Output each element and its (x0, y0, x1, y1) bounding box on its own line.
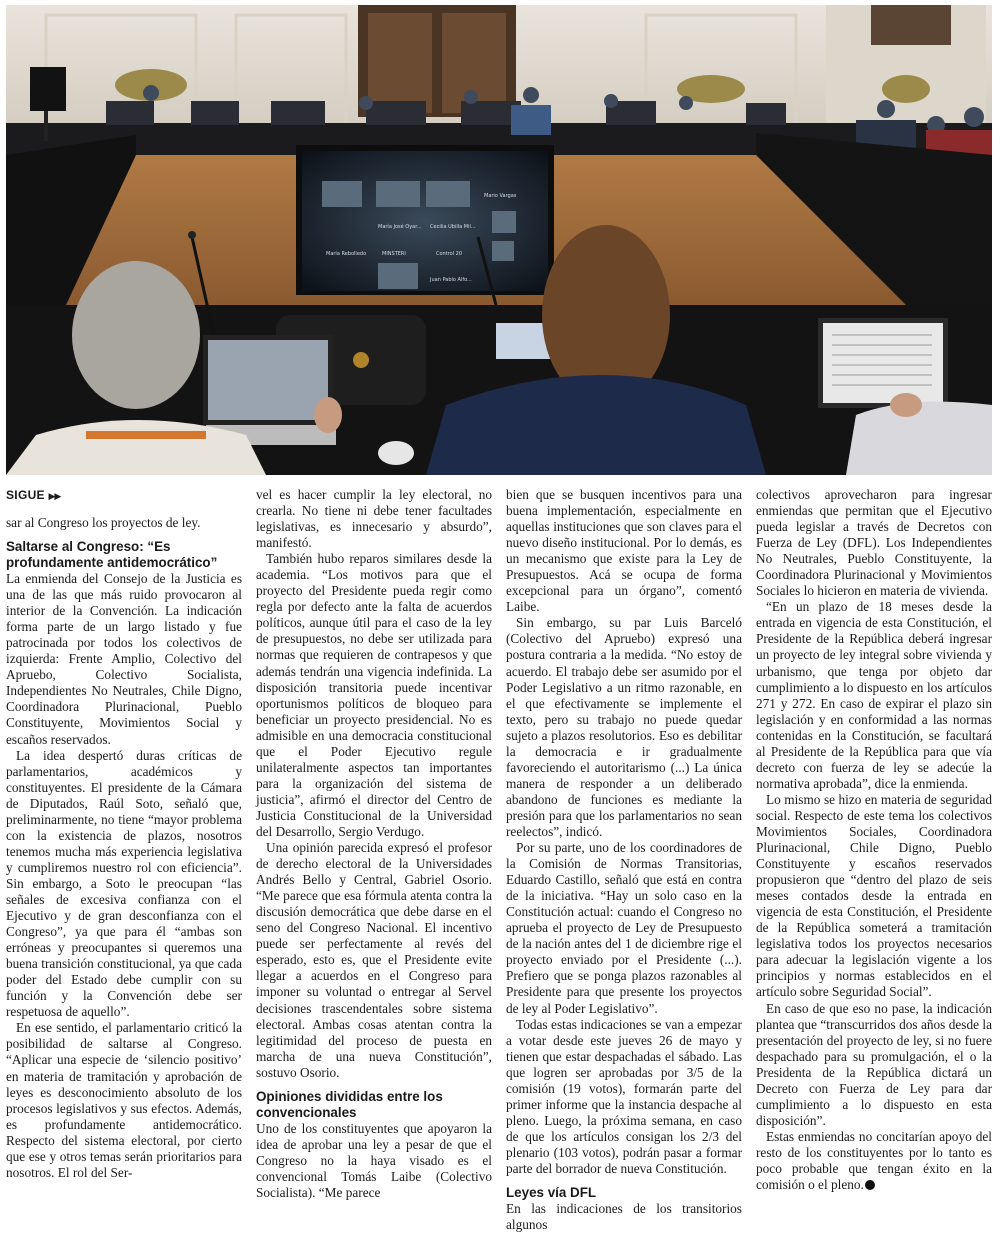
paragraph: “En un plazo de 18 meses desde la entrada en vigencia de esta Constitución, el Presidente de la República deberá ingresar un proyecto de ley integral sobre vivienda y urbanismo, que tenga por objeto dar cumplimiento a lo dispuesto en los artículos 271 y 272. En caso de expirar el plazo sin legislación y en conformidad a las normas contenidas en la Constitución, se facultará al Presidente de la República para que vía decreto con fuerza de ley se adecúe la normativa aprobada”, dice la enmienda. (756, 599, 992, 791)
screen-name: María Rebolledo (326, 251, 367, 257)
screen-name: María José Oyar... (378, 224, 422, 230)
paragraph: La idea despertó duras críticas de parlamentarios, académicos y constituyentes. El presidente de la Cámara de Diputados, Raúl Soto, señaló que, preliminarmente, no tiene “mayor problema con la existencia de plazos, nosotros tenemos mucha más experiencia legislativa y cumpliremos nuestro rol con eficiencia”. Sin embargo, a Soto le preocupan “las señales de excesiva confianza con el Ejecutivo y de gran desconfianza con el Congreso”, ya que para él “ambas son erróneas y preocupantes si queremos una buena transición constitucional, ya que cada poder del Estado debe cumplir con su función y la Convención debe ser respetuosa de aquello”. (6, 747, 242, 1020)
paragraph (756, 1129, 992, 1193)
section-heading: Saltarse al Congreso: “Es profundamente antidemocrático” (6, 539, 218, 571)
paragraph-text: Estas enmiendas no concitarían apoyo del resto de los constituyentes por lo tanto es poco probable que tengan éxito en la comisión o el pleno. (756, 1128, 992, 1193)
paragraph: También hubo reparos similares desde la academia. “Los motivos para que el proyecto del Presidente pueda regir como regla por defecto ante la falta de acuerdos políticos, aunque útil para el caso de la ley de presupuestos, no debe ser utilizada para normas que requieren de contrapesos y que además tendrán una vigencia indefinida. La disposición transitoria puede incentivar oportunismos políticos de bloqueo para beneficiar un proyecto presidencial. No es admisible en una democracia constitucional que el Poder Ejecutivo regule unilateralmente aspectos tan importantes para la organización del sistema de justicia”, afirmó el director del Centro de Justicia Constitucional de la Universidad del Desarrollo, Sergio Verdugo. (256, 551, 492, 839)
paragraph: En ese sentido, el parlamentario criticó la posibilidad de saltarse al Congreso. “Aplicar una especie de ‘silencio positivo’ en materia de tramitación y aprobación de leyes es desconocimiento absoluto de los procesos legislativos y sus efectos. Además, es profundamente antidemocrático. Respecto del sistema electoral, por cierto que ese y otros temas serán prioritarios para nosotros. El rol del Ser- (6, 1020, 242, 1180)
column-4 (756, 487, 992, 1193)
screen-name: Cecilia Ubilla Mil... (430, 224, 476, 230)
meeting-room-photo (6, 5, 992, 475)
paragraph: En caso de que eso no pase, la indicación plantea que “transcurridos dos años desde la presentación del proyecto de ley, si no fuere despachado para su promulgación, el o la Presidenta de la República dictará un Decreto con Fuerza de Ley para dar cumplimiento a lo dispuesto en esta disposición”. (756, 1000, 992, 1128)
section-heading: Leyes vía DFL (506, 1185, 597, 1201)
paragraph: Por su parte, uno de los coordinadores de la Comisión de Normas Transitorias, Eduardo Castillo, señaló que está en contra de la iniciativa. “Hay un solo caso en la Constitución actual: cuando el Congreso no aprueba el proyecto de Ley de Presupuesto de la nación antes del 1 de diciembre rige el proyecto enviado por el Presidente (...). Prefiero que se ponga plazos razonables al Presidente para que presente los proyectos de ley al Poder Legislativo”. (506, 840, 742, 1016)
screen-name: Juan Pablo Alfo... (430, 277, 472, 283)
paragraph: Sin embargo, su par Luis Barceló (Colectivo del Apruebo) expresó una postura contraria a la medida. “No estoy de acuerdo. El trabajo debe ser asumido por el Poder Legislativo a un ritmo razonable, en el que efectivamente se implemente el texto, pero su trabajo no puede quedar sujeto a plazos resolutorios. Eso es debilitar la democracia e ir gradualmente favoreciendo el autoritarismo (...) La única manera de responder a un deliberado abandono de funciones es mediante la presión para que los parlamentarios no sean reelectos”, indicó. (506, 615, 742, 839)
double-arrow-icon: ▶▶ (48, 491, 61, 501)
continued-label: SIGUE (6, 488, 45, 502)
paragraph: colectivos aprovecharon para ingresar enmiendas que permitan que el Ejecutivo pueda legislar a través de Decretos con Fuerza de Ley (DFL). Los Independientes No Neutrales, Pueblo Constituyente, la Coordinadora Plurinacional y Movimientos Sociales lo hicieron en materia de vivienda. (756, 487, 992, 599)
paragraph: sar al Congreso los proyectos de ley. (6, 515, 201, 530)
screen-name: MINSTERI (382, 251, 406, 257)
article-body (6, 487, 994, 1233)
column-1 (6, 487, 242, 1180)
paragraph: vel es hacer cumplir la ley electoral, no crearla. No tiene ni debe tener facultades legislativas, es innecesario y absurdo”, manifestó. (256, 487, 492, 551)
paragraph: Todas estas indicaciones se van a empezar a votar desde este jueves 26 de mayo y tienen que estar despachadas el sábado. Las que logren ser aprobadas por 3/5 de la comisión (19 votos), formarán parte del primer informe que la instancia despache al pleno. Luego, la próxima semana, en caso de que los artículos consigan los 2/3 del plenario (103 votos), podrán pasar a formar parte del borrador de nueva Constitución. (506, 1016, 742, 1176)
section-heading: Opiniones divididas entre los convencionales (256, 1088, 443, 1120)
article-photo (6, 5, 992, 475)
screen-name: Control 20 (436, 251, 463, 257)
paragraph: En las indicaciones de los transitorios algunos (506, 1201, 742, 1233)
continued-marker (6, 487, 242, 504)
paragraph: Lo mismo se hizo en materia de seguridad social. Respecto de este tema los colectivos Movimientos Sociales, Coordinadora Plurinacional, Chile Digno, Pueblo Constituyente y escaños reservados propusieron que “dentro del plazo de seis meses contados desde la entrada en vigencia de esta Constitución, el Presidente de la República someterá a tramitación legislativa todos los proyectos necesarios para adecuar la legislación vigente a los principios y normas establecidos en el artículo sobre Seguridad Social”. (756, 791, 992, 1000)
paragraph: Una opinión parecida expresó el profesor de derecho electoral de la Universidades Andrés Bello y Central, Gabriel Osorio. “Me parece que esa fórmula atenta contra la discusión democrática que debe darse en el seno del Congreso Nacional. El incentivo puede ser perfectamente al revés del esperado, esto es, que el Presidente evite llegar a acuerdos en el Congreso para imponer su voluntad o entregar al Servel decisiones trascendentales sobre sistema electoral. Ambas cosas atentan contra la legitimidad del proceso de puesta en marcha de una nueva Constitución”, sostuvo Osorio. (256, 840, 492, 1080)
paragraph: La enmienda del Consejo de la Justicia es una de las que más ruido provocaron al interior de la Convención. La indicación forma parte de un largo listado y fue patrocinada por todos los colectivos de izquierda: Frente Amplio, Colectivo del Apruebo, Colectivo Socialista, Independientes No Neutrales, Chile Digno, Coordinadora Plurinacional, Pueblo Constituyente, Movimientos Social y escaños reservados. (6, 571, 242, 747)
column-2 (256, 487, 492, 1200)
paragraph: Uno de los constituyentes que apoyaron la idea de aprobar una ley a pesar de que el Congreso no la haya visado es el convencional Tomás Laibe (Colectivo Socialista). “Me parece (256, 1120, 492, 1200)
paragraph: bien que se busquen incentivos para una buena implementación, especialmente en aquellas instituciones que son claves para el nuevo diseño institucional. Por lo demás, es un mecanismo que existe para la Ley de Presupuestos. Acá se ocupa de forma excepcional para un órgano”, comentó Laibe. (506, 487, 742, 615)
column-3 (506, 487, 742, 1233)
screen-name: Mario Vargas (484, 193, 517, 199)
end-of-article-icon (865, 1180, 875, 1190)
